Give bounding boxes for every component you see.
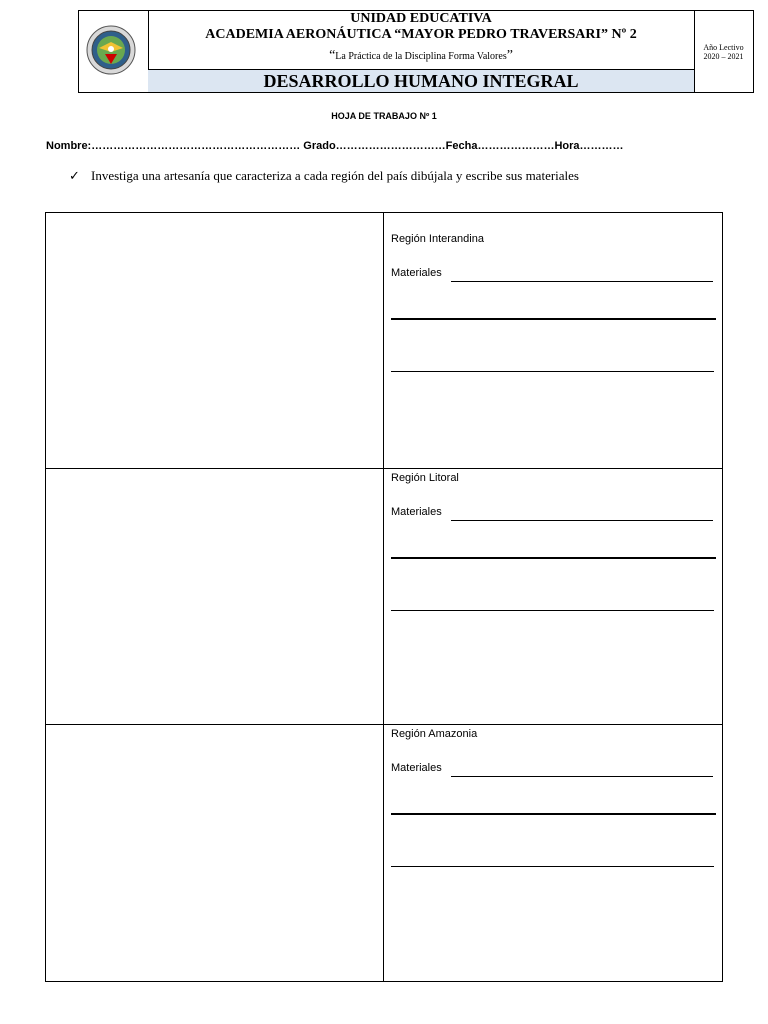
materials-label: Materiales — [391, 267, 442, 279]
institution-cell — [148, 11, 695, 92]
answer-line[interactable] — [391, 866, 714, 867]
answer-line[interactable] — [391, 318, 716, 320]
subject-title: DESARROLLO HUMANO INTEGRAL — [148, 69, 694, 92]
answer-line[interactable] — [391, 557, 716, 559]
logo-cell — [79, 11, 149, 92]
region-row-amazonia — [46, 725, 722, 981]
drawing-area-litoral[interactable] — [46, 469, 384, 724]
region-name: Región Litoral — [391, 472, 459, 484]
answer-line[interactable] — [391, 813, 716, 815]
region-row-interandina — [46, 213, 722, 469]
instruction — [69, 168, 579, 184]
materials-label: Materiales — [391, 762, 442, 774]
worksheet-title: HOJA DE TRABAJO Nº 1 — [331, 111, 437, 121]
instruction-text: Investiga una artesanía que caracteriza a cada región del país dibújala y escribe sus materiales — [91, 168, 579, 183]
motto-text: La Práctica de la Disciplina Forma Valores — [335, 51, 507, 62]
school-crest-icon — [85, 24, 137, 76]
regions-table — [45, 212, 723, 982]
institution-type: UNIDAD EDUCATIVA — [350, 11, 492, 26]
school-year-value: 2020 – 2021 — [703, 52, 744, 61]
materials-label: Materiales — [391, 506, 442, 518]
header-table — [78, 10, 754, 93]
materials-answer-line[interactable] — [451, 776, 713, 777]
region-info-cell — [384, 213, 722, 468]
motto-close-quote: ” — [506, 48, 513, 63]
drawing-area-interandina[interactable] — [46, 213, 384, 468]
institution-motto — [148, 48, 694, 64]
answer-line[interactable] — [391, 371, 714, 372]
materials-answer-line[interactable] — [451, 281, 713, 282]
materials-answer-line[interactable] — [451, 520, 713, 521]
motto-open-quote: “ — [329, 48, 336, 63]
region-info-cell — [384, 725, 722, 981]
answer-line[interactable] — [391, 610, 714, 611]
school-year-label: Año Lectivo — [703, 43, 744, 52]
institution-name: ACADEMIA AERONÁUTICA “MAYOR PEDRO TRAVERSARI” Nº 2 — [205, 27, 637, 42]
school-year-cell — [694, 11, 753, 92]
drawing-area-amazonia[interactable] — [46, 725, 384, 981]
region-name: Región Interandina — [391, 233, 484, 245]
region-info-cell — [384, 469, 722, 724]
region-row-litoral — [46, 469, 722, 725]
student-info-line[interactable]: Nombre:………………………………………………… Grado…………………………Fecha…………………Hora………… — [46, 140, 624, 152]
region-name: Región Amazonia — [391, 728, 478, 740]
checkmark-icon: ✓ — [69, 168, 80, 183]
